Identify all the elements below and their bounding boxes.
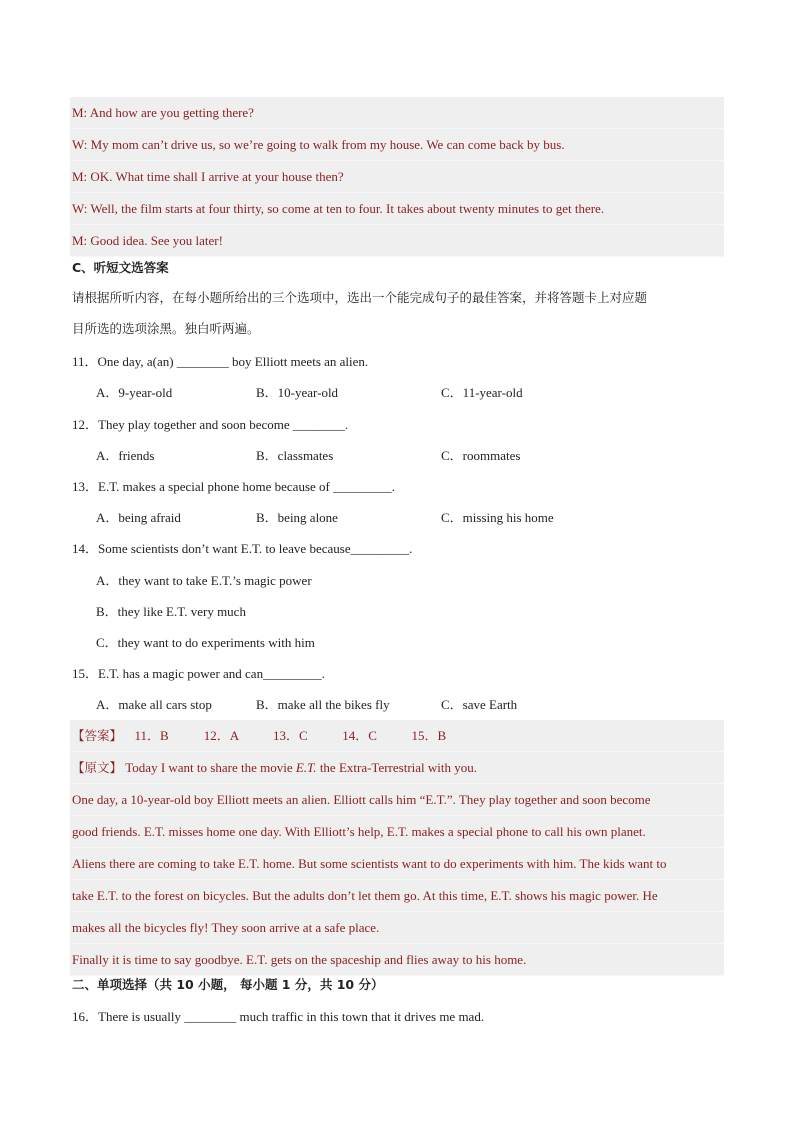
option-c: C．roommates: [441, 448, 521, 463]
dialogue-line: M: Good idea. See you later!: [70, 225, 724, 257]
dialogue-line: M: And how are you getting there?: [70, 97, 724, 129]
option-a: A．make all cars stop: [96, 697, 212, 712]
option-b: B．classmates: [256, 448, 334, 463]
answer-line: [70, 720, 724, 752]
answer-item: 11．B: [134, 728, 169, 743]
transcript-line: take E.T. to the forest on bicycles. But the adults don’t let them go. At this time, E.T. shows his magic power. He: [70, 880, 724, 912]
transcript-intro-before: Today I want to share the movie: [125, 760, 296, 775]
answer-item: 13．C: [273, 728, 308, 743]
option-a: A．being afraid: [96, 510, 181, 525]
transcript-line: One day, a 10-year-old boy Elliott meets an alien. Elliott calls him “E.T.”. They play together and soon become: [70, 784, 724, 816]
question-12: 12．They play together and soon become ________.: [72, 417, 349, 432]
dialogue-line: W: Well, the film starts at four thirty, so come at ten to four. It takes about twenty minutes to get there.: [70, 193, 724, 225]
option-b: B．they like E.T. very much: [96, 604, 246, 619]
question-14: 14．Some scientists don’t want E.T. to leave because_________.: [72, 541, 413, 556]
transcript-line: good friends. E.T. misses home one day. With Elliott’s help, E.T. makes a special phone to call his own planet.: [70, 816, 724, 848]
answer-item: 15．B: [411, 728, 447, 743]
answer-block: [70, 720, 724, 976]
option-c: C．they want to do experiments with him: [96, 635, 315, 650]
section-c-heading: C、听短文选答案: [72, 260, 169, 275]
question-13: 13．E.T. makes a special phone home because of _________.: [72, 479, 395, 494]
dialogue-block: [70, 97, 724, 257]
answer-item: 14．C: [342, 728, 377, 743]
option-c: C．11-year-old: [441, 385, 523, 400]
dialogue-line: M: OK. What time shall I arrive at your house then?: [70, 161, 724, 193]
option-a: A．9-year-old: [96, 385, 173, 400]
question-15: 15．E.T. has a magic power and can_________.: [72, 666, 325, 681]
question-16: 16．There is usually ________ much traffic in this town that it drives me mad.: [72, 1009, 485, 1024]
section-c-instruction: 目所选的选项涂黑。独白听两遍。: [72, 321, 260, 336]
option-a: A．they want to take E.T.’s magic power: [96, 573, 312, 588]
transcript-intro: [70, 752, 724, 784]
option-b: B．10-year-old: [256, 385, 339, 400]
transcript-tag: 【原文】: [72, 760, 123, 775]
transcript-line: makes all the bicycles fly! They soon arrive at a safe place.: [70, 912, 724, 944]
dialogue-line: W: My mom can’t drive us, so we’re going to walk from my house. We can come back by bus.: [70, 129, 724, 161]
section-c-instruction: 请根据所听内容，在每小题所给出的三个选项中，选出一个能完成句子的最佳答案，并将答题卡上对应题: [72, 290, 648, 305]
transcript-line: Finally it is time to say goodbye. E.T. gets on the spaceship and flies away to his home.: [70, 944, 724, 976]
transcript-line: Aliens there are coming to take E.T. home. But some scientists want to do experiments with him. The kids want to: [70, 848, 724, 880]
transcript-intro-after: the Extra-Terrestrial with you.: [316, 760, 478, 775]
option-c: C．save Earth: [441, 697, 518, 712]
movie-title: E.T.: [295, 760, 317, 775]
answer-tag: 【答案】: [72, 728, 123, 743]
question-11: 11．One day, a(an) ________ boy Elliott meets an alien.: [72, 354, 369, 369]
section-2-heading: 二、单项选择（共 10 小题， 每小题 1 分，共 10 分）: [72, 977, 384, 992]
option-a: A．friends: [96, 448, 155, 463]
option-c: C．missing his home: [441, 510, 554, 525]
option-b: B．being alone: [256, 510, 338, 525]
answer-item: 12．A: [203, 728, 240, 743]
option-b: B．make all the bikes fly: [256, 697, 390, 712]
